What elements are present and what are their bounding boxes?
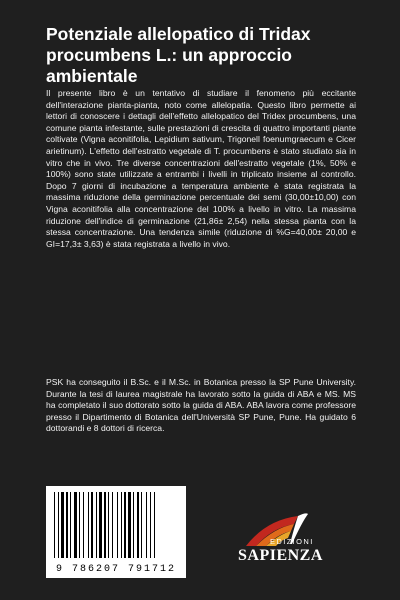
barcode-bars — [54, 492, 178, 558]
barcode-bar — [83, 492, 84, 558]
barcode-bar — [61, 492, 64, 558]
barcode-bar — [99, 492, 102, 558]
barcode-bar — [137, 492, 139, 558]
barcode-bar — [128, 492, 131, 558]
barcode-bar — [141, 492, 142, 558]
isbn-barcode — [46, 486, 186, 578]
barcode-bar — [133, 492, 134, 558]
barcode-bar — [88, 492, 89, 558]
barcode-bar — [66, 492, 68, 558]
book-title: Potenziale allelopatico di Tridax procumbens L.: un approccio ambientale — [46, 24, 311, 86]
barcode-bar — [146, 492, 147, 558]
barcode-bar — [54, 492, 55, 558]
fan-quill-logo-icon — [236, 512, 356, 552]
publisher-sapienza: SAPIENZA — [238, 547, 323, 564]
barcode-bar — [79, 492, 80, 558]
barcode-bar — [70, 492, 71, 558]
author-bio: PSK ha conseguito il B.Sc. e il M.Sc. in Botanica presso la SP Pune University. Durante la tesi di laurea magistrale ha lavorato sotto la guida di ABA e MS. MS ha completato il suo dottorato sotto la guida di ABA. ABA lavora come professore presso il Dipartimento di Botanica dell'Università SP Pune, Pune. Ha guidato 6 dottorandi e 8 dottori di ricerca. — [46, 377, 356, 434]
barcode-bar — [112, 492, 113, 558]
barcode-bar — [108, 492, 109, 558]
barcode-bar — [96, 492, 97, 558]
isbn-digits: 9 786207 791712 — [55, 564, 176, 575]
barcode-bar — [117, 492, 118, 558]
book-abstract: Il presente libro è un tentativo di studiare il fenomeno più eccitante dell'interazione pianta-pianta, noto come allelopatia. Questo libro permette ai lettori di conoscere i dettagli dell'effetto allelopatico del Tridex procumbens, una comune pianta infestante, sulle prestazioni di crescita di quattro importanti piante coltivate (Vigna aconitifolia, Lepidium sativum, Trigonell foenumgraecum e Cicer arietinum). L'effetto dell'estratto vegetale di T. procumbens è stato studiato sia in vitro che in vivo. Tre diverse concentrazioni dell'estratto vegetale (1%, 50% e 100%) sono state utilizzate a entrambi i livelli in triplicato insieme al controllo. Dopo 7 giorni di incubazione a temperatura ambiente è stata registrata la massima riduzione della germinazione percentuale dei semi (30,00±10,00) con Vigna aconitifolia alla concentrazione del 100% a livello in vitro. La massima riduzione dell'indice di germinazione (21,86± 2,54) nella stessa pianta con la stessa concentrazione. Una tendenza simile (riduzione di %G=40,00± 20,00 e GI=17,3± 3,63) è stata registrata a livello in vivo. — [46, 88, 356, 249]
publisher-edizioni: EDIZIONI — [270, 537, 314, 546]
barcode-bar — [74, 492, 77, 558]
barcode-bar — [58, 492, 59, 558]
barcode-bar — [104, 492, 106, 558]
barcode-bar — [91, 492, 93, 558]
barcode-bar — [150, 492, 151, 558]
barcode-bar — [121, 492, 122, 558]
barcode-bar — [154, 492, 155, 558]
barcode-bar — [124, 492, 126, 558]
publisher-logo — [236, 512, 356, 572]
